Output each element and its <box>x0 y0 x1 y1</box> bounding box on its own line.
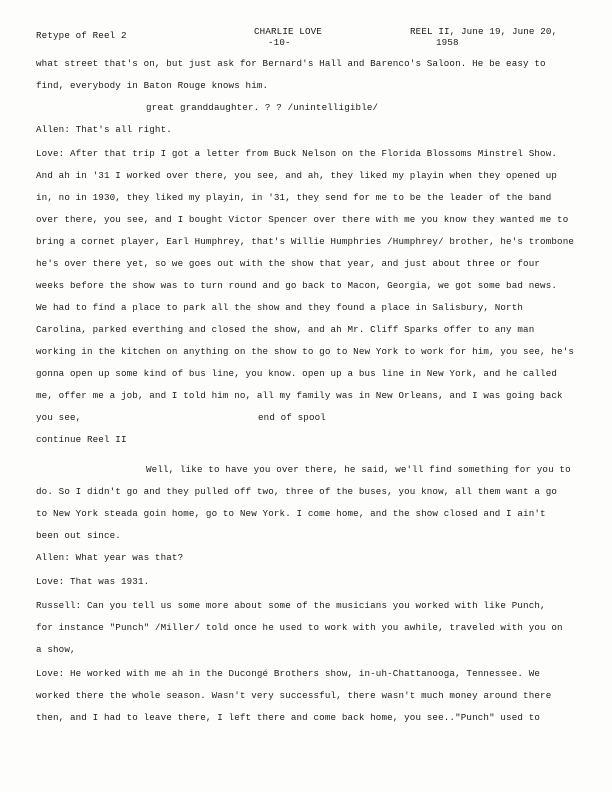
header-page-number: -10- <box>268 37 291 48</box>
text-line: me, offer me a job, and I told him no, all my family was in New Orleans, and I was going back <box>36 390 563 401</box>
speaker-line: Love: After that trip I got a letter from Buck Nelson on the Florida Blossoms Minstrel Show. <box>36 148 558 159</box>
text-line: been out since. <box>36 530 121 541</box>
text-line: for instance "Punch" /Miller/ told once he used to work with you awhile, traveled with you on <box>36 622 563 633</box>
text-line: he's over there yet, so we goes out with the show that year, and just about three or four <box>36 258 541 269</box>
text-line: worked there the whole season. Wasn't very successful, there wasn't much money around there <box>36 690 552 701</box>
speaker-line: Russell: Can you tell us some more about some of the musicians you worked with like Punch, <box>36 600 546 611</box>
text-line: We had to find a place to park all the show and they found a place in Salisbury, North <box>36 302 524 313</box>
text-line: a show, <box>36 644 76 655</box>
speaker-line: Love: That was 1931. <box>36 576 150 587</box>
text-line: working in the kitchen on anything on the show to go to New York to work for him, you see, he's <box>36 346 575 357</box>
header-name: CHARLIE LOVE <box>254 26 322 37</box>
text-line: gonna open up some kind of bus line, you know. open up a bus line in New York, and he called <box>36 368 558 379</box>
header-date-line2: 1958 <box>436 37 459 48</box>
speaker-line: Allen: That's all right. <box>36 124 172 135</box>
text-line: And ah in '31 I worked over there, you see, and ah, they liked my playin when they opened up <box>36 170 558 181</box>
text-line: you see, <box>36 412 82 423</box>
end-of-spool-note: end of spool <box>258 412 326 423</box>
text-line: bring a cornet player, Earl Humphrey, that's Willie Humphries /Humphrey/ brother, he's trombone <box>36 236 575 247</box>
header-date-line1: REEL II, June 19, June 20, <box>410 26 558 37</box>
text-line: weeks before the show was to turn round and go back to Macon, Georgia, we got some bad news. <box>36 280 558 291</box>
text-line: over there, you see, and I bought Victor Spencer over there with me you know they wanted me to <box>36 214 569 225</box>
header-reel-label: Retype of Reel 2 <box>36 30 127 41</box>
text-line: Well, like to have you over there, he said, we'll find something for you to <box>146 464 571 475</box>
text-line: find, everybody in Baton Rouge knows him. <box>36 80 269 91</box>
speaker-line: Allen: What year was that? <box>36 552 184 563</box>
text-line: then, and I had to leave there, I left there and come back home, you see.."Punch" used to <box>36 712 541 723</box>
speaker-line: Love: He worked with me ah in the Ducongé Brothers show, in-uh-Chattanooga, Tennessee. We <box>36 668 541 679</box>
text-line: Carolina, parked everthing and closed the show, and ah Mr. Cliff Sparks offer to any man <box>36 324 535 335</box>
text-line: great granddaughter. ? ? /unintelligible/ <box>146 102 379 113</box>
continue-reel-note: continue Reel II <box>36 434 127 445</box>
text-line: in, no in 1930, they liked my playin, in '31, they send for me to be the leader of the band <box>36 192 552 203</box>
text-line: what street that's on, but just ask for Bernard's Hall and Barenco's Saloon. He be easy to <box>36 58 546 69</box>
text-line: do. So I didn't go and they pulled off two, three of the buses, you know, all them want a go <box>36 486 558 497</box>
text-line: to New York steada goin home, go to New York. I come home, and the show closed and I ain't <box>36 508 546 519</box>
